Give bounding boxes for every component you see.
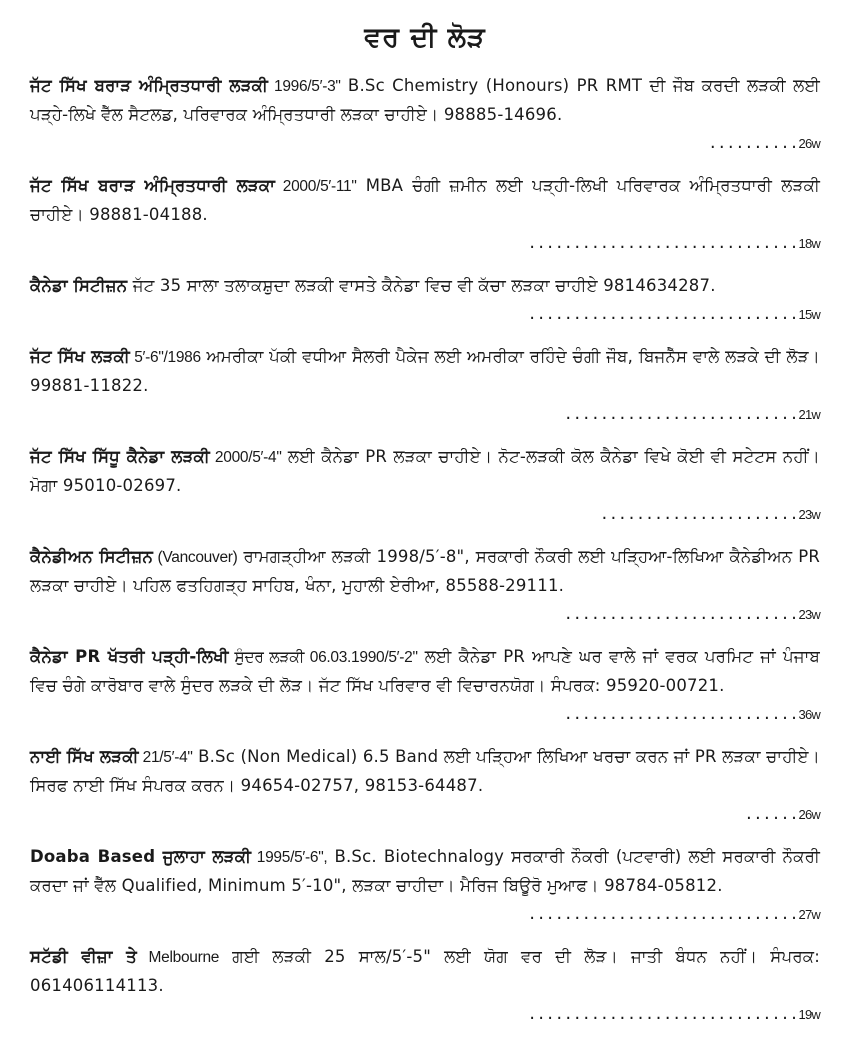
ad-reference-code: 36w — [798, 707, 820, 722]
ad-reference-dots: .......... — [708, 134, 799, 152]
ad-reference-code: 27w — [798, 907, 820, 922]
page-title: ਵਰ ਦੀ ਲੋੜ — [364, 22, 486, 53]
ads-list — [30, 72, 820, 1027]
ad-body: ਰਾਮਗੜ੍ਹੀਆ ਲੜਕੀ 1998/5′-8", ਸਰਕਾਰੀ ਨੌਕਰੀ ਲਈ ਪੜ੍ਹਿਆ-ਲਿਖਿਆ ਕੈਨੇਡੀਅਨ PR ਲੜਕਾ ਚਾਹੀਏ। ਪਹਿਲ ਫਤਹਿਗੜ੍ਹ ਸਾਹਿਬ, ਖੰਨਾ, ਮੁਹਾਲੀ ਏਰੀਆ, 85588-29111. — [30, 547, 821, 595]
ad-text — [30, 272, 820, 300]
ad-reference — [30, 702, 820, 727]
ad-reference-code: 19w — [798, 1007, 820, 1022]
classified-ad — [30, 72, 820, 156]
classified-ad — [30, 272, 820, 327]
ad-reference-dots: ...... — [744, 805, 799, 823]
ad-body: B.Sc (Non Medical) 6.5 Band ਲਈ ਪੜ੍ਹਿਆ ਲਿਖਿਆ ਖਰਚਾ ਕਰਨ ਜਾਂ PR ਲੜਕਾ ਚਾਹੀਏ। ਸਿਰਫ ਨਾਈ ਸਿੱਖ ਸੰਪਰਕ ਕਰਨ। 94654-02757, 98153-64487. — [30, 747, 820, 795]
ad-body: MBA ਚੰਗੀ ਜ਼ਮੀਨ ਲਈ ਪੜ੍ਹੀ-ਲਿਖੀ ਪਰਿਵਾਰਕ ਅੰਮ੍ਰਿਤਧਾਰੀ ਲੜਕੀ ਚਾਹੀਏ। 98881-04188. — [30, 176, 820, 224]
ad-reference-code: 23w — [798, 507, 820, 522]
ad-body: ਜੱਟ 35 ਸਾਲਾ ਤਲਾਕਸ਼ੁਦਾ ਲੜਕੀ ਵਾਸਤੇ ਕੈਨੇਡਾ ਵਿਚ ਵੀ ਕੱਚਾ ਲੜਕਾ ਚਾਹੀਏ 9814634287. — [127, 276, 716, 295]
ad-heading: ਜੱਟ ਸਿੱਖ ਲੜਕੀ — [30, 347, 130, 366]
ad-reference-dots: .............................. — [527, 905, 799, 923]
ad-reference-dots: .............................. — [527, 305, 799, 323]
classified-ad — [30, 443, 820, 527]
classified-ad — [30, 543, 820, 627]
ad-details: (Vancouver) — [152, 549, 238, 566]
ad-text — [30, 443, 820, 500]
ad-heading: ਸਟੱਡੀ ਵੀਜ਼ਾ ਤੇ — [30, 947, 137, 966]
ad-heading: ਕੈਨੇਡਾ ਸਿਟੀਜ਼ਨ — [30, 276, 128, 295]
ad-body: ਅਮਰੀਕਾ ਪੱਕੀ ਵਧੀਆ ਸੈਲਰੀ ਪੈਕੇਜ ਲਈ ਅਮਰੀਕਾ ਰਹਿੰਦੇ ਚੰਗੀ ਜੌਬ, ਬਿਜਨੈੱਸ ਵਾਲੇ ਲੜਕੇ ਦੀ ਲੋੜ। 99881-11822. — [30, 347, 820, 395]
ad-details: 2000/5′-11" — [275, 178, 357, 195]
ad-reference-code: 26w — [798, 136, 820, 151]
ad-text — [30, 943, 820, 1000]
ad-reference — [30, 1002, 820, 1027]
classified-ad — [30, 172, 820, 256]
matrimonial-page — [30, 22, 820, 1043]
ad-reference-dots: .......................... — [563, 405, 799, 423]
ad-details: ਸੁੰਦਰ ਲੜਕੀ 06.03.1990/5′-2" — [228, 649, 418, 666]
ad-reference — [30, 131, 820, 156]
ad-details: 1996/5′-3" — [268, 78, 341, 95]
ad-body: B.Sc. Biotechnalogy ਸਰਕਾਰੀ ਨੌਕਰੀ (ਪਟਵਾਰੀ) ਲਈ ਸਰਕਾਰੀ ਨੌਕਰੀ ਕਰਦਾ ਜਾਂ ਵੈੱਲ Qualified, Minimum 5′-10", ਲੜਕਾ ਚਾਹੀਦਾ। ਮੈਰਿਜ ਬਿਊਰੋ ਮੁਆਫ। 98784-05812. — [30, 847, 820, 895]
ad-reference-code: 15w — [798, 307, 820, 322]
ad-heading: ਜੱਟ ਸਿੱਖ ਬਰਾੜ ਅੰਮ੍ਰਿਤਧਾਰੀ ਲੜਕਾ — [30, 176, 276, 195]
classified-ad — [30, 343, 820, 427]
ad-body: B.Sc Chemistry (Honours) PR RMT ਦੀ ਜੌਬ ਕਰਦੀ ਲੜਕੀ ਲਈ ਪੜ੍ਹੇ-ਲਿਖੇ ਵੈੱਲ ਸੈਟਲਡ, ਪਰਿਵਾਰਕ ਅੰਮ੍ਰਿਤਧਾਰੀ ਲੜਕਾ ਚਾਹੀਏ। 98885-14696. — [30, 76, 820, 124]
ad-reference — [30, 231, 820, 256]
ad-body: ਲਈ ਕੈਨੇਡਾ PR ਆਪਣੇ ਘਰ ਵਾਲੇ ਜਾਂ ਵਰਕ ਪਰਮਿਟ ਜਾਂ ਪੰਜਾਬ ਵਿਚ ਚੰਗੇ ਕਾਰੋਬਾਰ ਵਾਲੇ ਸੁੰਦਰ ਲੜਕੇ ਦੀ ਲੋੜ। ਜੱਟ ਸਿੱਖ ਪਰਿਵਾਰ ਵੀ ਵਿਚਾਰਨਯੋਗ। ਸੰਪਰਕ: 95920-00721. — [30, 647, 820, 695]
ad-text — [30, 643, 820, 700]
classified-ad — [30, 843, 820, 927]
classified-ad — [30, 943, 820, 1027]
ad-reference-dots: .......................... — [563, 605, 799, 623]
ad-reference-code: 18w — [798, 236, 820, 251]
ad-text — [30, 743, 820, 800]
ad-body: ਲਈ ਕੈਨੇਡਾ PR ਲੜਕਾ ਚਾਹੀਏ। ਨੋਟ-ਲੜਕੀ ਕੋਲ ਕੈਨੇਡਾ ਵਿਖੇ ਕੋਈ ਵੀ ਸਟੇਟਸ ਨਹੀਂ। ਮੋਗਾ 95010-02697. — [30, 447, 820, 495]
ad-reference-dots: .............................. — [527, 234, 799, 252]
ad-details: 2000/5′-4" — [209, 449, 282, 466]
ad-reference-code: 23w — [798, 607, 820, 622]
ad-heading: ਨਾਈ ਸਿੱਖ ਲੜਕੀ — [30, 747, 139, 766]
ad-reference — [30, 502, 820, 527]
ad-details: Melbourne — [136, 949, 220, 966]
ad-details: 1995/5′-6", — [251, 849, 328, 866]
ad-reference-code: 26w — [798, 807, 820, 822]
ad-reference — [30, 302, 820, 327]
ad-text — [30, 843, 820, 900]
ad-heading: ਜੱਟ ਸਿੱਖ ਸਿੱਧੂ ਕੈਨੇਡਾ ਲੜਕੀ — [30, 447, 210, 466]
ad-reference-dots: .............................. — [527, 1005, 799, 1023]
ad-text — [30, 172, 820, 229]
ad-text — [30, 543, 820, 600]
ad-reference — [30, 902, 820, 927]
ad-reference-code: 21w — [798, 407, 820, 422]
ad-heading: ਕੈਨੇਡੀਅਨ ਸਿਟੀਜ਼ਨ — [30, 547, 153, 566]
classified-ad — [30, 743, 820, 827]
ad-text — [30, 343, 820, 400]
ad-text — [30, 72, 820, 129]
ad-details: 21/5′-4" — [138, 749, 193, 766]
classified-ad — [30, 643, 820, 727]
ad-reference — [30, 402, 820, 427]
ad-reference-dots: .......................... — [563, 705, 799, 723]
ad-body: ਗਈ ਲੜਕੀ 25 ਸਾਲ/5′-5" ਲਈ ਯੋਗ ਵਰ ਦੀ ਲੋੜ। ਜਾਤੀ ਬੰਧਨ ਨਹੀਂ। ਸੰਪਰਕ: 061406114113. — [30, 947, 820, 995]
ad-reference — [30, 602, 820, 627]
ad-heading: Doaba Based ਜੁਲਾਹਾ ਲੜਕੀ — [30, 847, 252, 866]
ad-reference-dots: ...................... — [599, 505, 799, 523]
ad-heading: ਕੈਨੇਡਾ PR ਖੱਤਰੀ ਪੜ੍ਹੀ-ਲਿਖੀ — [30, 647, 229, 666]
ad-details: 5′-6"/1986 — [129, 349, 201, 366]
ad-heading: ਜੱਟ ਸਿੱਖ ਬਰਾੜ ਅੰਮ੍ਰਿਤਧਾਰੀ ਲੜਕੀ — [30, 76, 269, 95]
ad-reference — [30, 802, 820, 827]
